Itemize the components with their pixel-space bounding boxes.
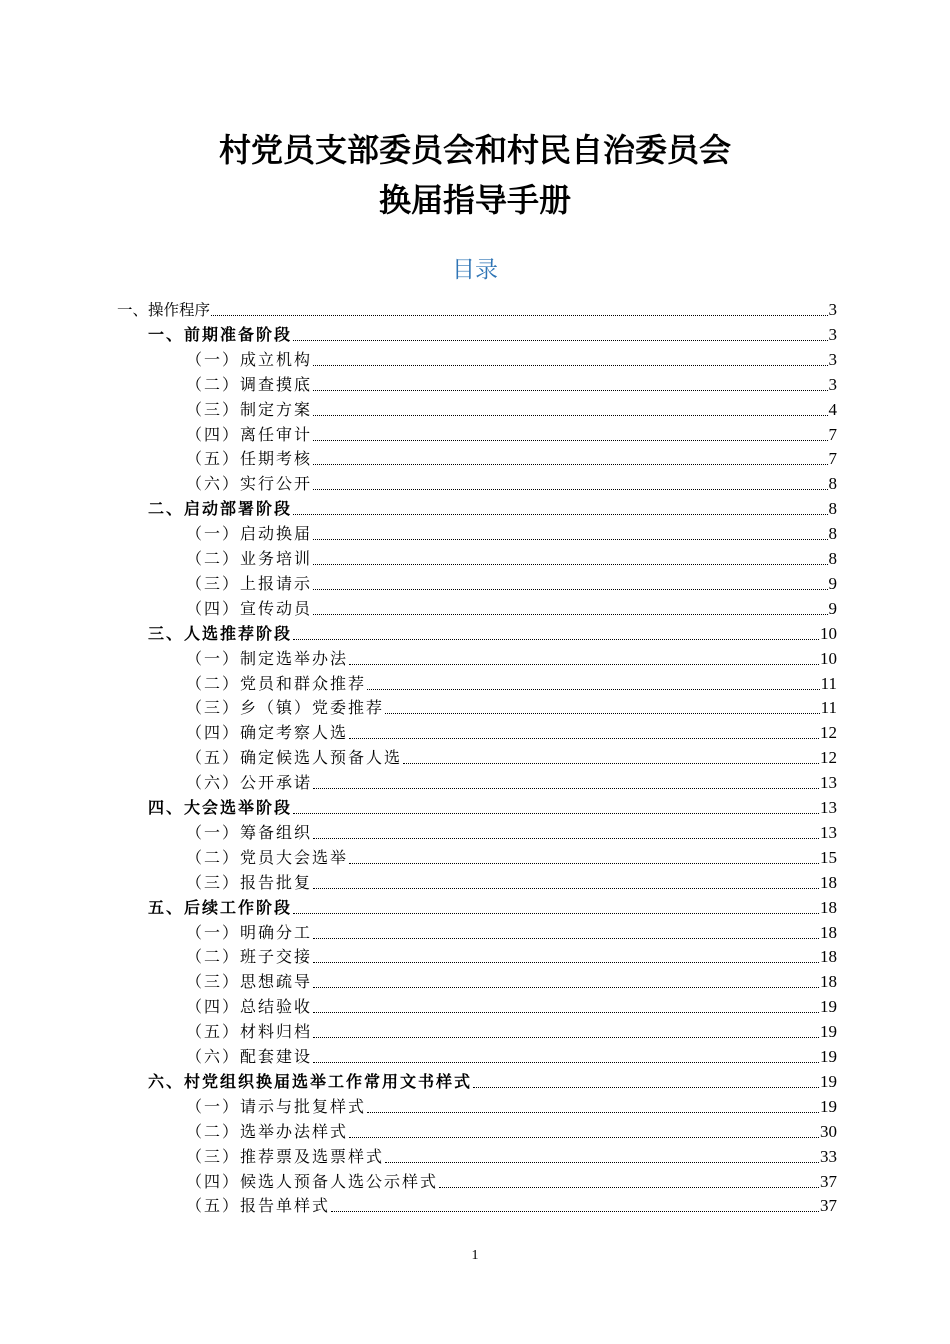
toc-entry[interactable]	[186, 1192, 837, 1217]
toc-entry[interactable]	[186, 1093, 837, 1118]
toc-entry-label: 一、前期准备阶段	[148, 324, 293, 344]
toc-entry[interactable]	[186, 819, 837, 844]
toc-entry-label: （六）配套建设	[186, 1047, 313, 1066]
toc-entry-page: 37	[820, 1196, 837, 1216]
toc-entry[interactable]	[186, 445, 837, 470]
toc-entry-page: 30	[820, 1121, 837, 1141]
toc-entry-page: 8	[828, 524, 837, 544]
toc-dot-leader	[349, 738, 819, 739]
toc-entry-page: 18	[820, 922, 837, 942]
document-title-line2: 换届指导手册	[378, 181, 571, 219]
toc-entry[interactable]	[186, 694, 837, 719]
toc-entry-page: 10	[820, 623, 837, 643]
toc-entry-label: （四）宣传动员	[186, 598, 313, 618]
toc-heading: 目录	[452, 257, 498, 283]
toc-entry[interactable]	[186, 570, 837, 595]
toc-dot-leader	[313, 938, 819, 939]
toc-entry-page: 19	[820, 1071, 837, 1091]
toc-entry-page: 13	[820, 798, 837, 817]
toc-entry-label: （四）候选人预备人选公示样式	[186, 1171, 439, 1191]
toc-entry-page: 18	[820, 972, 837, 992]
toc-entry[interactable]	[186, 1168, 837, 1193]
toc-entry-page: 19	[820, 997, 837, 1017]
toc-entry-label: （二）调查摸底	[186, 374, 313, 394]
toc-entry-label: （一）明确分工	[186, 922, 313, 942]
toc-entry[interactable]	[186, 470, 837, 495]
toc-entry-page: 3	[828, 324, 837, 344]
toc-entry[interactable]	[186, 993, 837, 1018]
toc-entry-label: （五）确定候选人预备人选	[186, 748, 403, 768]
toc-dot-leader	[313, 888, 819, 889]
toc-entry-page: 3	[828, 300, 837, 319]
toc-dot-leader	[313, 464, 827, 465]
toc-entry-page: 8	[828, 474, 837, 494]
toc-entry-page: 37	[820, 1171, 837, 1191]
toc-entry-label: （一）制定选举办法	[186, 648, 349, 668]
toc-entry-page: 8	[828, 549, 837, 568]
toc-entry-label: （四）确定考察人选	[186, 723, 349, 743]
toc-entry[interactable]	[148, 321, 837, 346]
toc-entry-page: 18	[820, 897, 837, 917]
toc-entry-page: 3	[828, 374, 837, 394]
toc-entry-page: 9	[828, 598, 837, 618]
toc-dot-leader	[367, 1112, 819, 1113]
toc-entry-label: （二）班子交接	[186, 947, 313, 967]
toc-dot-leader	[313, 962, 819, 963]
toc-dot-leader	[349, 664, 819, 665]
document-title-line1: 村党员支部委员会和村民自治委员会	[218, 131, 731, 169]
toc-entry[interactable]	[186, 396, 837, 421]
toc-entry-page: 4	[828, 399, 837, 419]
toc-entry-label: （一）启动换届	[186, 524, 313, 544]
toc-entry-page: 18	[820, 947, 837, 967]
toc-entry-label: （四）总结验收	[186, 997, 313, 1017]
toc-entry[interactable]	[186, 371, 837, 396]
toc-entry-label: （六）公开承诺	[186, 773, 313, 793]
toc-entry-page: 18	[820, 872, 837, 892]
toc-entry-page: 11	[820, 673, 837, 693]
toc-dot-leader	[313, 589, 827, 590]
toc-entry[interactable]	[186, 595, 837, 620]
toc-entry-page: 13	[820, 822, 837, 842]
toc-entry[interactable]	[186, 968, 837, 993]
toc-entry-label: （三）推荐票及选票样式	[186, 1146, 385, 1166]
toc-entry-label: （三）思想疏导	[186, 972, 313, 992]
toc-entry-label: （二）选举办法样式	[186, 1121, 349, 1141]
toc-dot-leader	[313, 489, 827, 490]
toc-entry-page: 10	[820, 648, 837, 668]
toc-dot-leader	[349, 863, 819, 864]
toc-entry[interactable]	[186, 919, 837, 944]
toc-dot-leader	[403, 763, 819, 764]
toc-dot-leader	[313, 614, 827, 615]
toc-entry-page: 3	[828, 349, 837, 369]
toc-entry-label: 一、操作程序	[117, 301, 211, 319]
toc-entry[interactable]	[148, 894, 837, 919]
toc-entry-page: 8	[828, 499, 837, 519]
toc-dot-leader	[367, 689, 820, 690]
toc-dot-leader	[313, 415, 827, 416]
toc-entry[interactable]	[186, 421, 837, 446]
toc-entry[interactable]	[186, 1043, 837, 1068]
toc-dot-leader	[293, 813, 819, 814]
toc-entry-label: （五）报告单样式	[186, 1196, 331, 1216]
toc-entry-page: 12	[820, 748, 837, 768]
toc-entry-label: （三）报告批复	[186, 872, 313, 892]
toc-entry-page: 19	[820, 1022, 837, 1042]
toc-entry-label: （三）乡（镇）党委推荐	[186, 698, 385, 718]
toc-entry[interactable]	[186, 645, 837, 670]
toc-dot-leader	[349, 1137, 819, 1138]
toc-entry-page: 19	[820, 1047, 837, 1066]
toc-entry[interactable]	[186, 545, 837, 570]
toc-entry-label: 三、人选推荐阶段	[148, 623, 293, 643]
toc-entry-label: （一）筹备组织	[186, 822, 313, 842]
toc-dot-leader	[313, 564, 827, 565]
toc-entry-page: 7	[828, 424, 837, 444]
toc-entry-label: （一）请示与批复样式	[186, 1096, 367, 1116]
toc-entry-label: 四、大会选举阶段	[148, 798, 293, 817]
toc-entry-page: 19	[820, 1096, 837, 1116]
toc-entry-label: （五）材料归档	[186, 1022, 313, 1042]
toc-entry-page: 13	[820, 773, 837, 793]
toc-entry-label: （三）制定方案	[186, 399, 313, 419]
toc-dot-leader	[313, 440, 827, 441]
toc-entry[interactable]	[186, 670, 837, 695]
toc-entry-label: （三）上报请示	[186, 573, 313, 593]
toc-dot-leader	[313, 365, 827, 366]
toc-dot-leader	[313, 1037, 819, 1038]
toc-entry-page: 9	[828, 573, 837, 593]
toc-entry[interactable]	[186, 844, 837, 869]
toc-dot-leader	[313, 788, 819, 789]
toc-dot-leader	[293, 913, 819, 914]
toc-entry-label: （六）实行公开	[186, 474, 313, 494]
toc-entry[interactable]	[186, 520, 837, 545]
toc-entry-label: （二）业务培训	[186, 549, 313, 568]
toc-entry-label: 五、后续工作阶段	[148, 897, 293, 917]
toc-entry-label: （二）党员大会选举	[186, 847, 349, 867]
toc-entry[interactable]	[186, 869, 837, 894]
toc-entry[interactable]	[148, 620, 837, 645]
toc-dot-leader	[313, 539, 827, 540]
toc-entry-page: 15	[820, 847, 837, 867]
toc-entry-label: （一）成立机构	[186, 349, 313, 369]
toc-entry[interactable]	[186, 744, 837, 769]
toc-entry[interactable]	[186, 1143, 837, 1168]
toc-entry-page: 33	[820, 1146, 837, 1166]
toc-entry[interactable]	[148, 794, 837, 819]
toc-dot-leader	[385, 1162, 819, 1163]
toc-dot-leader	[211, 315, 827, 316]
toc-entry-page: 11	[820, 698, 837, 718]
toc-dot-leader	[313, 390, 827, 391]
toc-entry-label: 二、启动部署阶段	[148, 499, 293, 519]
toc-entry[interactable]	[186, 1018, 837, 1043]
toc-dot-leader	[293, 340, 827, 341]
toc-entry[interactable]	[148, 1068, 837, 1093]
toc-entry-label: （二）党员和群众推荐	[186, 673, 367, 693]
page-number: 1	[471, 1248, 479, 1263]
toc-entry-page: 12	[820, 723, 837, 743]
toc-entry-label: （五）任期考核	[186, 449, 313, 469]
toc-entry[interactable]	[186, 1118, 837, 1143]
toc-dot-leader	[473, 1087, 819, 1088]
toc-dot-leader	[313, 987, 819, 988]
toc-dot-leader	[293, 514, 827, 515]
toc-dot-leader	[331, 1211, 819, 1212]
toc-entry[interactable]	[186, 943, 837, 968]
toc-entry-page: 7	[828, 449, 837, 469]
toc-entry-label: 六、村党组织换届选举工作常用文书样式	[148, 1071, 473, 1091]
toc-dot-leader	[313, 1062, 819, 1063]
toc-entry[interactable]	[186, 769, 837, 794]
toc-entry[interactable]	[148, 495, 837, 520]
toc-dot-leader	[293, 639, 819, 640]
toc-entry[interactable]	[186, 719, 837, 744]
toc-entry[interactable]	[117, 296, 837, 321]
toc-entry[interactable]	[186, 346, 837, 371]
toc-dot-leader	[439, 1187, 819, 1188]
toc-dot-leader	[313, 838, 819, 839]
toc-entry-label: （四）离任审计	[186, 424, 313, 444]
toc-dot-leader	[385, 713, 820, 714]
toc-dot-leader	[313, 1012, 819, 1013]
